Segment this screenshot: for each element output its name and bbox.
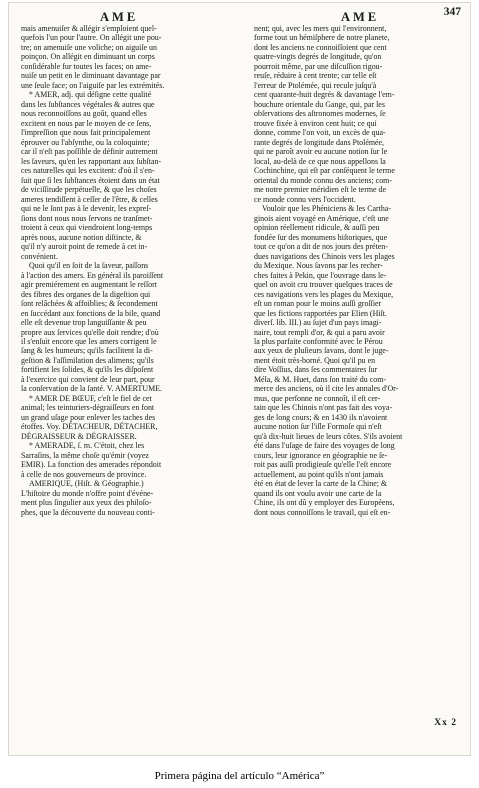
text-line: reuſe, réduire à cent trente; car telle eſt bbox=[254, 71, 377, 81]
text-line: fondée ſur des monumens hiſtoriques, que bbox=[254, 232, 388, 242]
text-line: quatre-vingts degrés de longitude, qu'on bbox=[254, 52, 382, 62]
text-line: Méla, & M. Huet, dans ſon traité du com- bbox=[254, 374, 387, 384]
text-line: cours, leur ignorance en géographie ne ſe- bbox=[254, 450, 388, 460]
text-line: donne, comme l'on voit, un excès de qua- bbox=[254, 128, 386, 138]
text-line: la plus parfaite conformité avec le Pérou bbox=[254, 336, 383, 346]
text-line: forme tout un hémiſphere de notre planete, bbox=[254, 33, 390, 43]
text-line: dont les anciens ne connoiſſoient que cent bbox=[254, 42, 387, 52]
text-line: oriental du monde connu des anciens; com- bbox=[254, 175, 392, 185]
text-line: geſtion & l'aſſimilation des alimens; qu'ils bbox=[21, 355, 154, 365]
right-column bbox=[254, 24, 460, 517]
text-line: ce monde connu vers l'occident. bbox=[254, 194, 356, 204]
running-head-left: AME bbox=[100, 10, 139, 24]
text-line: les ſaveurs, qu'en les rapportant aux ſubſtan- bbox=[21, 156, 162, 166]
text-line: troient à ceux qui viendroient long-temps bbox=[21, 223, 153, 233]
text-line: ment plus ſingulier aux yeux des philoſo- bbox=[21, 498, 152, 508]
text-line: trouve fixée à environ cent huit; ce qui bbox=[254, 118, 377, 128]
text-line: excitent en nous par le moyen de ce ſens, bbox=[21, 118, 152, 128]
text-line: phes, que la découverte du nouveau conti- bbox=[21, 507, 155, 517]
text-line: de viciſſitude perpétuelle, & que les choſes bbox=[21, 185, 157, 195]
text-line: ſont relâchées & affoiblies; & ſecondement bbox=[21, 299, 158, 309]
text-line: été en état de lever la carte de la Chine; & bbox=[254, 479, 388, 489]
text-line: me notre premier méridien eſt le terme de bbox=[254, 185, 387, 195]
text-line: ginois aient voyagé en Amérique, c'eſt une bbox=[254, 213, 389, 223]
text-line: AMERIQUE, (Hiſt. & Géographie.) bbox=[29, 479, 144, 489]
text-line: à l'exercice qui convient de leur part, pour bbox=[21, 374, 155, 384]
figure-caption: Primera página del artículo “América” bbox=[154, 770, 325, 782]
text-line: étoffes. Voy. DÉTACHEUR, DÉTACHER, bbox=[21, 422, 158, 432]
text-line: été dans l'uſage de faire des voyages de long bbox=[254, 441, 395, 451]
text-line: éprouver ou l'abſynthe, ou la coloquinte; bbox=[21, 137, 150, 147]
text-line: DÉGRAISSEUR & DÉGRAISSER. bbox=[21, 431, 137, 441]
text-line: aux yeux de pluſieurs ſavans, dont le juge- bbox=[254, 346, 389, 356]
left-column bbox=[21, 24, 227, 517]
text-line: animal; les teinturiers-dégraiſſeurs en font bbox=[21, 403, 155, 413]
text-line: quel on avoit cru trouver quelques traces de bbox=[254, 280, 393, 290]
text-line: dues navigations des Chinois vers les plages bbox=[254, 251, 395, 261]
text-line: bouchure orientale du Gange, qui, par les bbox=[254, 99, 385, 109]
text-line: actuellement, au point qu'ils n'ont jamais bbox=[254, 469, 384, 479]
text-line: tain que les Chinois n'ont pas fait des voya- bbox=[254, 403, 393, 413]
text-line: Vouloir que les Phéniciens & les Cartha- bbox=[262, 204, 392, 214]
text-line: ces navigations vers les plages du Mexique, bbox=[254, 289, 394, 299]
text-line: roit pas auſſi prodigieuſe qu'elle l'eſt encore bbox=[254, 460, 392, 470]
text-line: nous reconnoiſſons au goût, quand elles bbox=[21, 109, 147, 119]
text-line: mais amenuiſer & allégir s'emploient quel- bbox=[21, 24, 157, 33]
text-line: rante degrés de longitude dans Ptolémée, bbox=[254, 137, 385, 147]
scanned-page bbox=[8, 2, 471, 756]
text-line: quefois l'un pour l'autre. On allégit une pou- bbox=[21, 33, 162, 43]
text-line: Quoi qu'il en ſoit de la ſaveur, paſſons bbox=[29, 261, 149, 271]
signature-mark: Xx 2 bbox=[434, 718, 457, 728]
running-head-right: AME bbox=[341, 10, 380, 24]
text-line: fortifient les ſolides, & qu'ils les diſpoſent bbox=[21, 365, 154, 375]
text-line: nent; qui, avec les mers qui l'environnent, bbox=[254, 24, 387, 33]
text-line: Sarraſins, la même choſe qu'émir (voyez bbox=[21, 450, 149, 460]
text-line: eſt un roman pour le moins auſſi groſſier bbox=[254, 299, 382, 309]
text-line: ſuit que ſi les ſubſtances étoient dans un état bbox=[21, 175, 160, 185]
text-line: dans les ſubſtances végétales & autres que bbox=[21, 99, 155, 109]
text-line: ges de long cours; & en 1430 ils n'avoient bbox=[254, 412, 388, 422]
page-header bbox=[8, 2, 471, 26]
text-line: merce des anciens, où il cite les annales d'Or- bbox=[254, 384, 399, 394]
text-line: qu'à dix-huit lieues de leurs côtes. S'ils avoient bbox=[254, 431, 403, 441]
text-line: ſions dont nous nous ſervons ne tranſmet- bbox=[21, 213, 153, 223]
text-line: elle eſt devenue trop languiſſante & peu bbox=[21, 318, 147, 328]
text-line: un grand uſage pour enlever les taches des bbox=[21, 412, 156, 422]
text-line: propre aux ſervices qu'elle doit rendre; d'où bbox=[21, 327, 159, 337]
text-line: poinçon. On allégit en diminuant un corps bbox=[21, 52, 155, 62]
text-line: * AMER DE BŒUF, c'eſt le fiel de cet bbox=[29, 393, 152, 403]
text-line: cent quarante-huit degrés & davantage l'em- bbox=[254, 90, 395, 100]
text-line: car il n'eſt pas poſſible de définir autrement bbox=[21, 147, 158, 157]
text-line: Cochinchine, qui eſt par conſéquent le terme bbox=[254, 166, 395, 176]
text-line: des fibres des organes de la digeſtion qui bbox=[21, 289, 151, 299]
text-line: ces naturelles qui les excitent: d'où il s'en- bbox=[21, 166, 155, 176]
text-line: l'impreſſion que nous fait principalement bbox=[21, 128, 151, 138]
text-line: aucune notion ſur l'iſle Formoſe qui n'eſt bbox=[254, 422, 382, 432]
text-line: ment étoit très-borné. Quoi qu'il pu en bbox=[254, 355, 376, 365]
text-line: diverſ. lib. III.) au ſujet d'un pays imagi- bbox=[254, 318, 382, 328]
text-line: qui ne paroît avoir eu aucune notion ſur le bbox=[254, 147, 388, 157]
text-line: l'erreur de Ptolémée, qui recule juſqu'à bbox=[254, 80, 377, 90]
text-line: qui ne le ſont pas à le devenir, les expreſ- bbox=[21, 204, 152, 214]
text-line: ches faites à Pekin, que l'ouvrage dans le- bbox=[254, 270, 387, 280]
text-line: * AMERADE, ſ. m. C'étoit, chez les bbox=[29, 441, 145, 451]
page-number: 347 bbox=[443, 6, 461, 18]
text-line: pourroit même, par une diſcuſſion rigou- bbox=[254, 61, 383, 71]
text-line: la conſervation de la ſanté. V. AMERTUME. bbox=[21, 384, 162, 394]
text-line: dont nous connoiſſons le travail, qui eſt en- bbox=[254, 507, 391, 517]
text-line: du Mexique. Nous ſavons par les recher- bbox=[254, 261, 383, 271]
text-line: quand ils ont voulu avoir une carte de la bbox=[254, 488, 382, 498]
text-line: nuiſe un petit en le diminuant davantage par bbox=[21, 71, 161, 81]
text-line: une ſeule face; on l'aiguiſe par les extrémités. bbox=[21, 80, 165, 90]
text-line: agir premiérement en augmentant le reſſort bbox=[21, 280, 157, 290]
text-line: obſervations des aſtronomes modernes, ſe bbox=[254, 109, 386, 119]
text-line: après nous, aucune notion diſtincte, & bbox=[21, 232, 142, 242]
text-line: ſang & les humeurs; qu'ils facilitent la di- bbox=[21, 346, 153, 356]
text-line: tout ce qu'on a dit de nos jours des préten- bbox=[254, 242, 388, 252]
text-line: dire Voſſius, dans ſes commentaires ſur bbox=[254, 365, 378, 375]
text-line: tre; on amenuiſe une voliche; on aiguiſe un bbox=[21, 42, 157, 52]
text-line: ameres tendiſſent à ceſſer de l'être, & celles bbox=[21, 194, 158, 204]
text-line: naire, tout rempli d'or, & qui a paru avoir bbox=[254, 327, 385, 337]
text-line: que les fictions rapportées par Elien (Hiſt. bbox=[254, 308, 387, 318]
text-line: mus, que perſonne ne connoît, il eſt cer- bbox=[254, 393, 381, 403]
text-line: conſidérable fur toutes les faces; on ame- bbox=[21, 61, 152, 71]
text-line: EMIR). La fonction des amerades répondoit bbox=[21, 460, 162, 470]
text-line: convénient. bbox=[21, 251, 58, 261]
text-line: à l'action des amers. En général ils paroiſſent bbox=[21, 270, 164, 280]
text-line: en ſuccédant aux fonctions de la bile, quand bbox=[21, 308, 161, 318]
text-line: L'hiſtoire du monde n'offre point d'événe- bbox=[21, 488, 154, 498]
text-line: qu'il n'y auroit point de remede à cet in- bbox=[21, 242, 148, 252]
text-line: opinion réellement ridicule, & auſſi peu bbox=[254, 223, 380, 233]
text-line: Chine, ils ont dû y employer des Européens, bbox=[254, 498, 395, 508]
text-line: * AMER, adj. qui déſigne cette qualité bbox=[29, 90, 152, 100]
text-line: local, au-delà de ce que nous appellons la bbox=[254, 156, 386, 166]
text-line: il s'enſuit encore que les amers corrigent le bbox=[21, 336, 157, 346]
text-line: à celle de nos gouverneurs de province. bbox=[21, 469, 147, 479]
